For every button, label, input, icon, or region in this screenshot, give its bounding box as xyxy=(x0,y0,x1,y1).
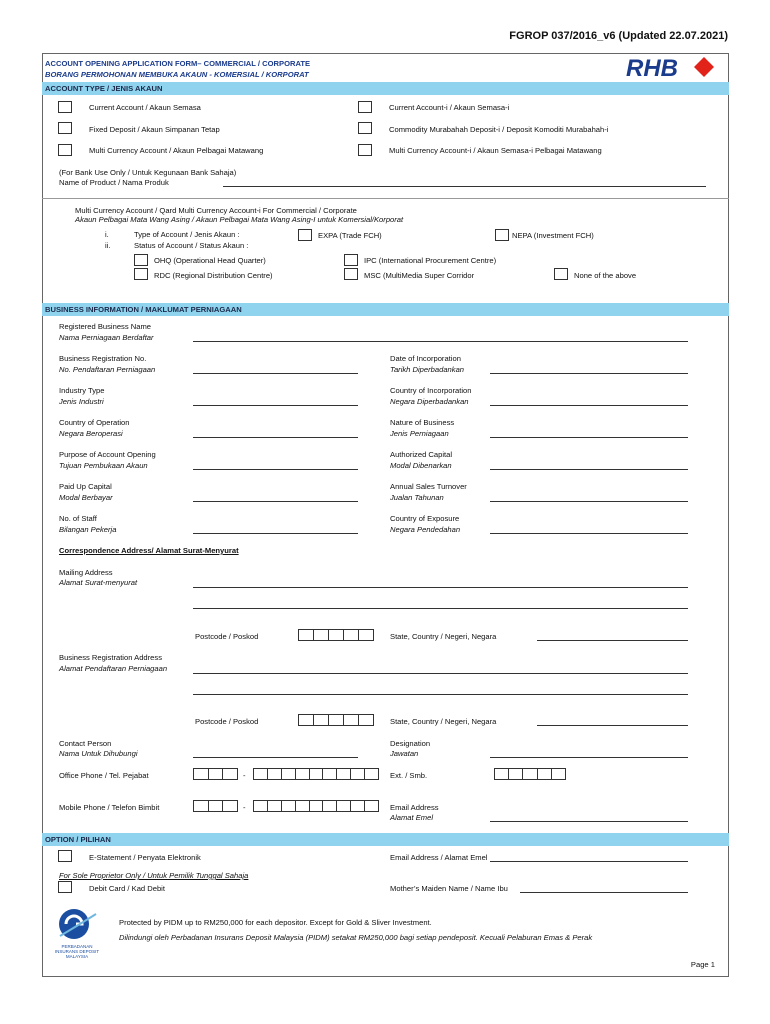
phone-dash: - xyxy=(243,803,246,812)
mobile-area-boxes[interactable] xyxy=(193,800,238,812)
business-reg-address-line-1[interactable] xyxy=(193,673,688,674)
country-of-operation-label-malay: Negara Beroperasi xyxy=(59,429,123,438)
correspondence-address-title: Correspondence Address/ Alamat Surat-Menyurat xyxy=(59,546,239,555)
debit-card-label: Debit Card / Kad Debit xyxy=(89,884,165,893)
email-address-label: Email Address xyxy=(390,803,439,812)
state-country-label: State, Country / Negeri, Negara xyxy=(390,632,497,641)
mailing-address-label-malay: Alamat Surat-menyurat xyxy=(59,578,138,587)
rhb-logo xyxy=(626,54,716,80)
section-option: OPTION / PILIHAN xyxy=(42,833,729,846)
mailing-address-line-2[interactable] xyxy=(193,608,688,609)
purpose-label: Purpose of Account Opening xyxy=(59,450,156,459)
industry-type-label: Industry Type xyxy=(59,386,105,395)
page-number: Page 1 xyxy=(690,960,715,969)
nature-of-business-label-malay: Jenis Perniagaan xyxy=(390,429,449,438)
office-phone-area-boxes[interactable] xyxy=(193,768,238,780)
msc-label: MSC (MultiMedia Super Corridor xyxy=(364,271,475,280)
country-of-operation-label: Country of Operation xyxy=(59,418,130,427)
divider xyxy=(42,198,729,199)
pidm-logo-text: PERBADANAN INSURANS DEPOSIT MALAYSIA xyxy=(54,944,100,959)
sole-proprietor-note: For Sole Proprietor Only / Untuk Pemilik Tunggal Sahaja xyxy=(59,871,249,880)
fixed-deposit-checkbox[interactable] xyxy=(58,122,72,134)
pidm-notice: Protected by PIDM up to RM250,000 for each depositor. Except for Gold & Sliver Investment. xyxy=(119,918,432,927)
section-account-type: ACCOUNT TYPE / JENIS AKAUN xyxy=(42,82,729,95)
annual-turnover-label-malay: Jualan Tahunan xyxy=(390,493,444,502)
industry-type-field[interactable] xyxy=(193,405,358,406)
country-of-exposure-label-malay: Negara Pendedahan xyxy=(390,525,461,534)
current-account-i-label: Current Account-i / Akaun Semasa-i xyxy=(389,103,510,112)
msc-checkbox[interactable] xyxy=(344,268,358,280)
country-of-exposure-label: Country of Exposure xyxy=(390,514,460,523)
current-account-label: Current Account / Akaun Semasa xyxy=(89,103,201,112)
purpose-field[interactable] xyxy=(193,469,358,470)
fixed-deposit-label: Fixed Deposit / Akaun Simpanan Tetap xyxy=(89,125,220,134)
product-name-field[interactable] xyxy=(223,186,706,187)
contact-person-label: Contact Person xyxy=(59,739,112,748)
country-of-operation-field[interactable] xyxy=(193,437,358,438)
country-of-exposure-field[interactable] xyxy=(490,533,688,534)
estatement-checkbox[interactable] xyxy=(58,850,72,862)
rdc-checkbox[interactable] xyxy=(134,268,148,280)
postcode-label: Postcode / Poskod xyxy=(195,632,259,641)
date-of-incorporation-field[interactable] xyxy=(490,373,688,374)
authorized-capital-label-malay: Modal Dibenarkan xyxy=(390,461,452,470)
authorized-capital-label: Authorized Capital xyxy=(390,450,453,459)
postcode-boxes[interactable] xyxy=(298,629,374,641)
section-business-info: BUSINESS INFORMATION / MAKLUMAT PERNIAGAAN xyxy=(42,303,729,316)
designation-label: Designation xyxy=(390,739,431,748)
email-address-label-malay: Alamat Emel xyxy=(390,813,434,822)
bank-use-note: (For Bank Use Only / Untuk Kegunaan Bank Sahaja) xyxy=(59,168,237,177)
nepa-checkbox[interactable] xyxy=(495,229,509,241)
option-email-label: Email Address / Alamat Emel xyxy=(390,853,488,862)
rdc-label: RDC (Regional Distribution Centre) xyxy=(154,271,273,280)
pidm-notice-malay: Dilindungi oleh Perbadanan Insurans Deposit Malaysia (PIDM) setakat RM250,000 bagi setiap pendeposit. Kecuali Pelaburan Emas & Perak xyxy=(119,933,593,942)
current-account-checkbox[interactable] xyxy=(58,101,72,113)
annual-turnover-field[interactable] xyxy=(490,501,688,502)
form-title-malay: BORANG PERMOHONAN MEMBUKA AKAUN - KOMERSIAL / KORPORAT xyxy=(45,70,309,79)
registered-business-name-field[interactable] xyxy=(193,341,688,342)
date-of-incorporation-label: Date of Incorporation xyxy=(390,354,461,363)
ipc-checkbox[interactable] xyxy=(344,254,358,266)
country-of-incorporation-field[interactable] xyxy=(490,405,688,406)
registered-business-name-label-malay: Nama Perniagaan Berdaftar xyxy=(59,333,154,342)
mobile-phone-label: Mobile Phone / Telefon Bimbit xyxy=(59,803,160,812)
contact-person-label-malay: Nama Untuk Dihubungi xyxy=(59,749,138,758)
form-reference: FGROP 037/2016_v6 (Updated 22.07.2021) xyxy=(509,30,728,42)
paid-up-capital-label: Paid Up Capital xyxy=(59,482,112,491)
paid-up-capital-field[interactable] xyxy=(193,501,358,502)
none-label: None of the above xyxy=(574,271,637,280)
postcode-label-2: Postcode / Poskod xyxy=(195,717,259,726)
multi-currency-i-label: Multi Currency Account-i / Akaun Semasa-i Pelbagai Matawang xyxy=(389,146,602,155)
office-phone-number-boxes[interactable] xyxy=(253,768,379,780)
product-name-label: Name of Product / Nama Produk xyxy=(59,178,169,187)
nature-of-business-label: Nature of Business xyxy=(390,418,455,427)
nepa-label: NEPA (Investment FCH) xyxy=(512,231,594,240)
form-title: ACCOUNT OPENING APPLICATION FORM– COMMERCIAL / CORPORATE xyxy=(45,59,311,68)
extension-label: Ext. / Smb. xyxy=(390,771,428,780)
mailing-address-line-1[interactable] xyxy=(193,587,688,588)
type-of-account-label: Type of Account / Jenis Akaun : xyxy=(134,230,240,239)
office-phone-label: Office Phone / Tel. Pejabat xyxy=(59,771,149,780)
rhb-logo-text: RHB xyxy=(626,55,678,80)
mailing-address-label: Mailing Address xyxy=(59,568,113,577)
status-of-account-label: Status of Account / Status Akaun : xyxy=(134,241,249,250)
mothers-maiden-name-label: Mother’s Maiden Name / Name Ibu xyxy=(390,884,508,893)
expa-label: EXPA (Trade FCH) xyxy=(318,231,382,240)
ohq-label: OHQ (Operational Head Quarter) xyxy=(154,256,266,265)
ipc-label: IPC (International Procurement Centre) xyxy=(364,256,497,265)
paid-up-capital-label-malay: Modal Berbayar xyxy=(59,493,113,502)
business-reg-no-field[interactable] xyxy=(193,373,358,374)
mca-title-malay: Akaun Pelbagai Mata Wang Asing / Akaun Pelbagai Mata Wang Asing-I untuk Komersial/Korporat xyxy=(75,215,404,224)
expa-checkbox[interactable] xyxy=(298,229,312,241)
contact-person-field[interactable] xyxy=(193,757,358,758)
mobile-number-boxes[interactable] xyxy=(253,800,379,812)
multi-currency-label: Multi Currency Account / Akaun Pelbagai Matawang xyxy=(89,146,264,155)
state-country-field[interactable] xyxy=(537,640,688,641)
postcode-boxes-2[interactable] xyxy=(298,714,374,726)
estatement-label: E-Statement / Penyata Elektronik xyxy=(89,853,201,862)
state-country-field-2[interactable] xyxy=(537,725,688,726)
none-checkbox[interactable] xyxy=(554,268,568,280)
no-of-staff-field[interactable] xyxy=(193,533,358,534)
option-email-field[interactable] xyxy=(490,861,688,862)
multi-currency-checkbox[interactable] xyxy=(58,144,72,156)
business-reg-address-line-2[interactable] xyxy=(193,694,688,695)
email-address-field[interactable] xyxy=(490,821,688,822)
mothers-maiden-name-field[interactable] xyxy=(520,892,688,893)
state-country-label-2: State, Country / Negeri, Negara xyxy=(390,717,497,726)
business-reg-address-label: Business Registration Address xyxy=(59,653,162,662)
debit-card-checkbox[interactable] xyxy=(58,881,72,893)
mca-title: Multi Currency Account / Qard Multi Currency Account-i For Commercial / Corporate xyxy=(75,206,357,215)
murabahah-label: Commodity Murabahah Deposit-i / Deposit Komoditi Murabahah-i xyxy=(389,125,609,134)
industry-type-label-malay: Jenis Industri xyxy=(59,397,104,406)
designation-label-malay: Jawatan xyxy=(390,749,419,758)
murabahah-checkbox[interactable] xyxy=(358,122,372,134)
business-reg-no-label: Business Registration No. xyxy=(59,354,147,363)
multi-currency-i-checkbox[interactable] xyxy=(358,144,372,156)
country-of-incorporation-label-malay: Negara Diperbadankan xyxy=(390,397,469,406)
annual-turnover-label: Annual Sales Turnover xyxy=(390,482,467,491)
phone-dash: - xyxy=(243,771,246,780)
business-reg-address-label-malay: Alamat Pendaftaran Perniagaan xyxy=(59,664,168,673)
no-of-staff-label: No. of Staff xyxy=(59,514,97,523)
designation-field[interactable] xyxy=(490,757,688,758)
rhb-logo-diamond xyxy=(694,57,714,77)
no-of-staff-label-malay: Bilangan Pekerja xyxy=(59,525,117,534)
item-number: i. xyxy=(105,230,109,239)
date-of-incorporation-label-malay: Tarikh Diperbadankan xyxy=(390,365,465,374)
country-of-incorporation-label: Country of Incorporation xyxy=(390,386,472,395)
current-account-i-checkbox[interactable] xyxy=(358,101,372,113)
registered-business-name-label: Registered Business Name xyxy=(59,322,152,331)
authorized-capital-field[interactable] xyxy=(490,469,688,470)
extension-boxes[interactable] xyxy=(494,768,566,780)
purpose-label-malay: Tujuan Pembukaan Akaun xyxy=(59,461,148,470)
item-number: ii. xyxy=(105,241,111,250)
nature-of-business-field[interactable] xyxy=(490,437,688,438)
pidm-logo xyxy=(52,906,102,959)
ohq-checkbox[interactable] xyxy=(134,254,148,266)
business-reg-no-label-malay: No. Pendaftaran Perniagaan xyxy=(59,365,156,374)
